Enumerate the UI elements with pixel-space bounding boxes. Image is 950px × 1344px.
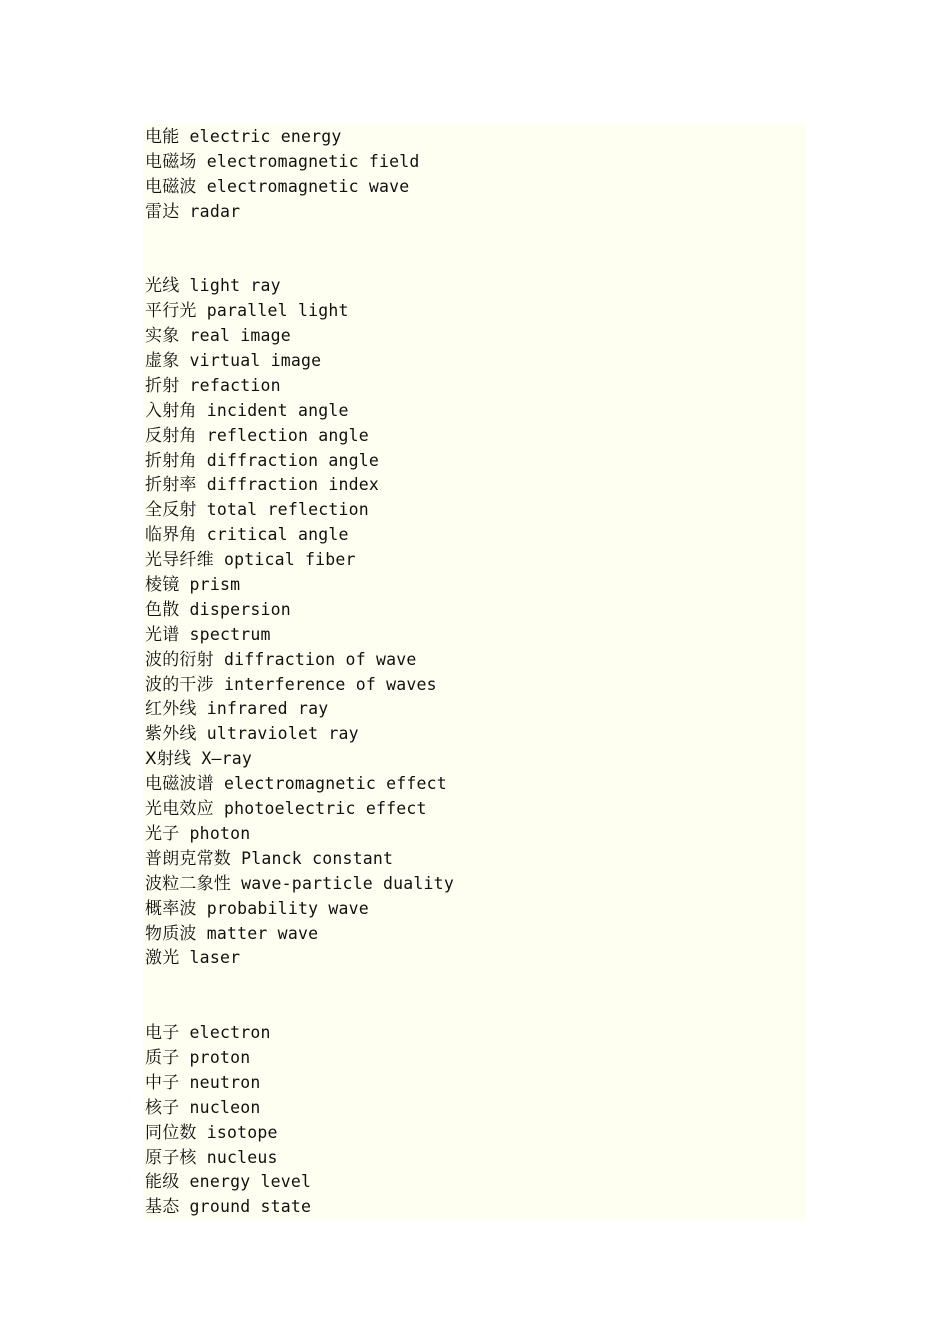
glossary-entry: [145, 648, 805, 673]
english-term: laser: [189, 948, 241, 968]
glossary-entry: [145, 449, 805, 474]
english-term: radar: [189, 201, 241, 221]
chinese-term: 紫外线: [145, 724, 197, 745]
glossary-entry: [145, 797, 805, 822]
chinese-term: 光电效应: [145, 799, 214, 820]
chinese-term: 实象: [145, 326, 180, 347]
english-term: diffraction index: [206, 475, 380, 495]
glossary-entry: [145, 946, 805, 971]
chinese-term: 电子: [145, 1023, 180, 1044]
chinese-term: 基态: [145, 1197, 180, 1218]
glossary-entry: [145, 847, 805, 872]
english-term: probability wave: [206, 898, 369, 918]
glossary-entry: [145, 872, 805, 897]
english-term: virtual image: [189, 351, 322, 371]
section-spacer: [145, 225, 805, 250]
glossary-entry: [145, 1046, 805, 1071]
english-term: nucleon: [189, 1097, 261, 1117]
english-term: infrared ray: [206, 699, 329, 719]
section-spacer: [145, 249, 805, 274]
chinese-term: 概率波: [145, 898, 197, 919]
chinese-term: 物质波: [145, 923, 197, 944]
glossary-entry: [145, 747, 805, 772]
glossary-entry: [145, 1195, 805, 1220]
chinese-term: 雷达: [145, 201, 180, 222]
glossary-entry: [145, 299, 805, 324]
chinese-term: 棱镜: [145, 575, 180, 596]
chinese-term: 全反射: [145, 500, 197, 521]
glossary-entry: [145, 498, 805, 523]
glossary-entry: [145, 1146, 805, 1171]
glossary-entry: [145, 922, 805, 947]
chinese-term: 电磁场: [145, 151, 197, 172]
glossary-entry: [145, 175, 805, 200]
glossary-entry: [145, 673, 805, 698]
english-term: interference of waves: [223, 674, 437, 694]
glossary-entry: [145, 125, 805, 150]
english-term: wave-particle duality: [241, 873, 454, 893]
glossary-entry: [145, 772, 805, 797]
chinese-term: 色散: [145, 599, 180, 620]
chinese-term: 电磁波谱: [145, 774, 214, 795]
chinese-term: 能级: [145, 1172, 180, 1193]
chinese-term: 波的干涉: [145, 674, 214, 695]
chinese-term: 核子: [145, 1097, 180, 1118]
english-term: diffraction of wave: [223, 649, 417, 669]
chinese-term: 光线: [145, 276, 180, 297]
chinese-term: 同位数: [145, 1122, 197, 1143]
glossary-entry: [145, 349, 805, 374]
english-term: neutron: [189, 1072, 261, 1092]
glossary-entry: [145, 1096, 805, 1121]
chinese-term: 激光: [145, 948, 180, 969]
chinese-term: 光谱: [145, 624, 180, 645]
english-term: Planck constant: [241, 848, 394, 868]
chinese-term: 平行光: [145, 301, 197, 322]
chinese-term: 波的衍射: [145, 649, 214, 670]
glossary-entry: [145, 548, 805, 573]
glossary-entry: [145, 1021, 805, 1046]
glossary-entry: [145, 424, 805, 449]
english-term: energy level: [189, 1172, 312, 1192]
chinese-term: 折射: [145, 375, 180, 396]
english-term: photon: [189, 823, 251, 843]
english-term: dispersion: [189, 599, 291, 619]
glossary-entry: [145, 274, 805, 299]
glossary-entry: [145, 722, 805, 747]
english-term: electromagnetic effect: [223, 774, 447, 794]
english-term: electron: [189, 1023, 271, 1043]
chinese-term: 虚象: [145, 351, 180, 372]
chinese-term: 临界角: [145, 525, 197, 546]
glossary-entry: [145, 822, 805, 847]
english-term: real image: [189, 326, 291, 346]
english-term: light ray: [189, 276, 281, 296]
glossary-entry: [145, 897, 805, 922]
glossary-entry: [145, 523, 805, 548]
glossary-entry: [145, 573, 805, 598]
chinese-term: 折射角: [145, 450, 197, 471]
english-term: nucleus: [206, 1147, 278, 1167]
english-term: ultraviolet ray: [206, 724, 359, 744]
chinese-term: 光导纤维: [145, 550, 214, 571]
glossary-entry: [145, 374, 805, 399]
glossary-entry: [145, 697, 805, 722]
english-term: electric energy: [189, 127, 342, 146]
english-term: matter wave: [206, 923, 319, 943]
glossary-entry: [145, 598, 805, 623]
glossary-entry: [145, 1071, 805, 1096]
english-term: proton: [189, 1047, 251, 1067]
chinese-term: 入射角: [145, 400, 197, 421]
english-term: spectrum: [189, 624, 271, 644]
section-spacer: [145, 996, 805, 1021]
english-term: X—ray: [201, 749, 253, 769]
glossary-entry: [145, 399, 805, 424]
glossary-entry: [145, 473, 805, 498]
english-term: ground state: [189, 1197, 312, 1217]
english-term: reflection angle: [206, 425, 369, 445]
chinese-term: 电磁波: [145, 176, 197, 197]
chinese-term: 光子: [145, 823, 180, 844]
english-term: electromagnetic wave: [206, 176, 410, 196]
chinese-term: 质子: [145, 1047, 180, 1068]
chinese-term: 原子核: [145, 1147, 197, 1168]
english-term: prism: [189, 575, 241, 595]
section-spacer: [145, 971, 805, 996]
english-term: electromagnetic field: [206, 151, 420, 171]
english-term: isotope: [206, 1122, 278, 1142]
physics-glossary-list: [145, 125, 805, 1220]
glossary-entry: [145, 200, 805, 225]
english-term: refaction: [189, 375, 281, 395]
chinese-term: 电能: [145, 127, 180, 147]
chinese-term: 反射角: [145, 425, 197, 446]
chinese-term: 普朗克常数: [145, 848, 231, 869]
english-term: optical fiber: [223, 550, 356, 570]
english-term: incident angle: [206, 400, 349, 420]
english-term: critical angle: [206, 525, 349, 545]
chinese-term: 红外线: [145, 699, 197, 720]
english-term: photoelectric effect: [223, 799, 427, 819]
glossary-entry: [145, 324, 805, 349]
glossary-entry: [145, 1170, 805, 1195]
english-term: total reflection: [206, 500, 369, 520]
chinese-term: 折射率: [145, 475, 197, 496]
english-term: parallel light: [206, 301, 349, 321]
glossary-entry: [145, 1121, 805, 1146]
chinese-term: 波粒二象性: [145, 873, 231, 894]
chinese-term: X射线: [145, 749, 192, 770]
glossary-entry: [145, 150, 805, 175]
english-term: diffraction angle: [206, 450, 380, 470]
glossary-entry: [145, 623, 805, 648]
chinese-term: 中子: [145, 1072, 180, 1093]
